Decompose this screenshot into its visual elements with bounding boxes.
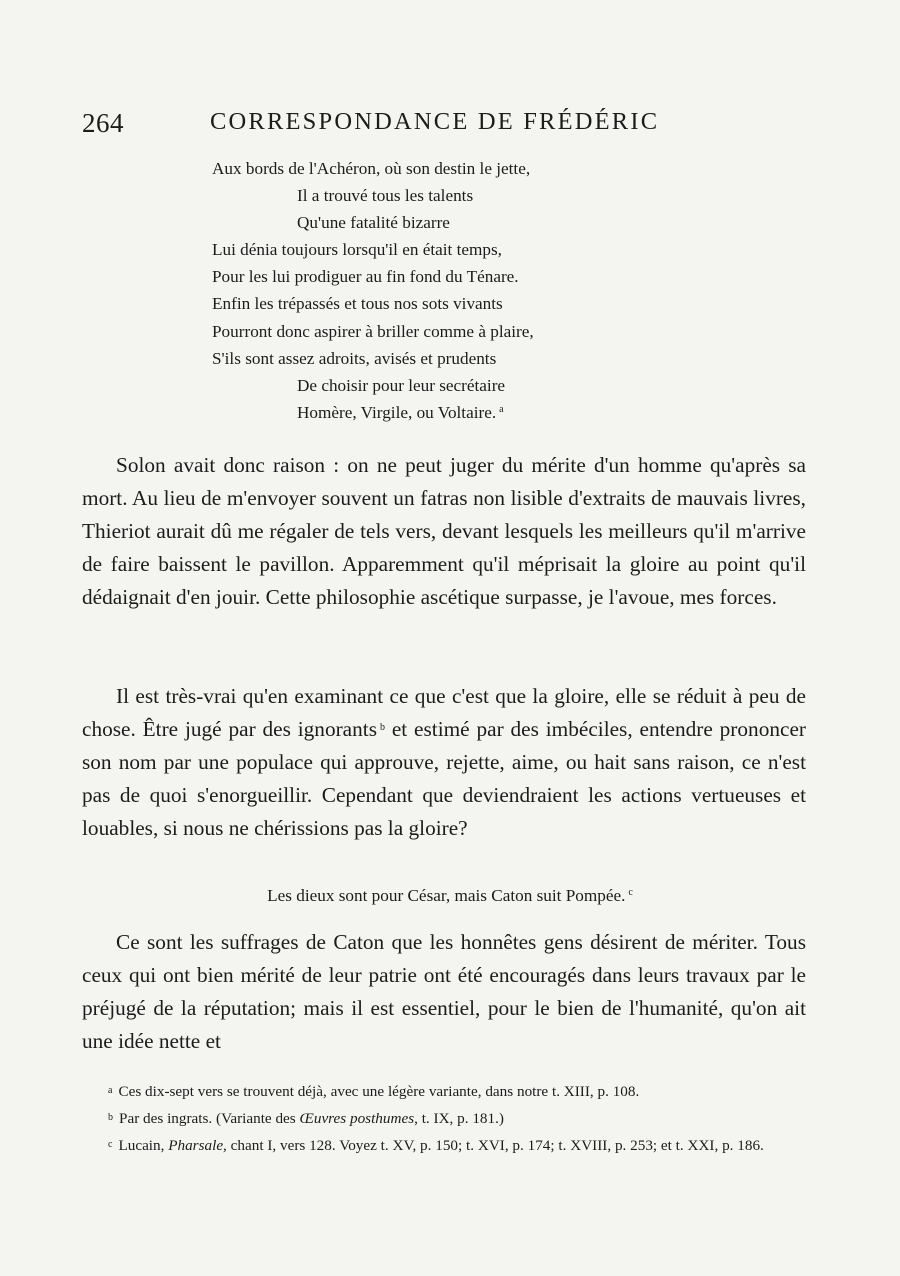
paragraph-text-part: et estimé par des imbéciles, entendre prononcer son nom par une populace qui approuve, rejette, aime, ou hait sans raison, ce n'est pas de quoi s'enorgueillir. Cependant que deviendraient les actions vertueuses et louables, si nous ne chérissions pas la gloire? (82, 717, 806, 840)
footnotes (82, 1078, 806, 1159)
footnote-a (82, 1078, 806, 1105)
footnote-mark: b (108, 1112, 113, 1123)
verse-line-last (212, 399, 534, 426)
block-quote (0, 886, 900, 906)
verse-line: Lui dénia toujours lorsqu'il en était temps, (212, 240, 502, 260)
verse-line-text: Homère, Virgile, ou Voltaire. (297, 402, 497, 422)
footnote-text: Par des ingrats. (Variante des (119, 1110, 300, 1127)
footnote-text: Ces dix-sept vers se trouvent déjà, avec une légère variante, dans notre t. XIII, p. 108. (118, 1083, 640, 1100)
footnote-ref-b: b (380, 722, 385, 733)
footnote-text: Lucain, (118, 1137, 169, 1154)
footnote-ref-a: a (499, 403, 504, 415)
footnote-ref-c: c (628, 887, 633, 898)
paragraph-3 (82, 926, 806, 1058)
verse-line: S'ils sont assez adroits, avisés et prudents (212, 348, 497, 368)
paragraph-2 (82, 680, 806, 845)
page-header (82, 108, 802, 142)
footnote-title: Pharsale, (168, 1137, 227, 1154)
verse-line: Aux bords de l'Achéron, où son destin le jette, (212, 159, 531, 178)
footnote-text: chant I, vers 128. Voyez t. XV, p. 150; t. XVI, p. 174; t. XVIII, p. 253; et t. XXI, p. 186. (226, 1137, 764, 1154)
quote-text: Les dieux sont pour César, mais Caton suit Pompée. (267, 886, 626, 905)
verse-line: Pourront donc aspirer à briller comme à plaire, (212, 321, 534, 341)
paragraph-1 (82, 449, 806, 614)
footnote-b (82, 1105, 806, 1132)
running-title: CORRESPONDANCE DE FRÉDÉRIC (210, 108, 660, 135)
verse-block (212, 155, 534, 426)
footnote-mark: c (108, 1139, 113, 1150)
verse-line: Enfin les trépassés et tous nos sots vivants (212, 294, 503, 314)
verse-line: Il a trouvé tous les talents (297, 186, 474, 206)
paragraph-text (82, 680, 806, 845)
footnote-text: , t. IX, p. 181.) (414, 1110, 504, 1127)
page-number: 264 (82, 108, 124, 138)
verse-line: Qu'une fatalité bizarre (297, 213, 450, 233)
paragraph-text-part: Il est très-vrai qu'en examinant ce que c'est que la gloire, elle se réduit à peu de chose. Être jugé par des ignorants (82, 684, 806, 741)
paragraph-text: Ce sont les suffrages de Caton que les honnêtes gens désirent de mériter. Tous ceux qui ont bien mérité de leur patrie ont été encouragés dans leurs travaux par le préjugé de la réputation; mais il est essentiel, pour le bien de l'humanité, qu'on ait une idée nette et (82, 930, 806, 1053)
paragraph-text: Solon avait donc raison : on ne peut juger du mérite d'un homme qu'après sa mort. Au lieu de m'envoyer souvent un fatras non lisible d'extraits de mauvais livres, Thieriot aurait dû me régaler de tels vers, devant lesquels les meilleurs qu'il m'arrive de faire baissent le pavillon. Apparemment qu'il méprisait la gloire au point qu'il dédaignait d'en jouir. Cette philosophie ascétique surpasse, je l'avoue, mes forces. (82, 453, 806, 609)
footnote-c (82, 1132, 806, 1159)
verse-line: Pour les lui prodiguer au fin fond du Ténare. (212, 267, 519, 287)
footnote-mark: a (108, 1085, 113, 1096)
footnote-title: Œuvres posthumes (299, 1110, 415, 1127)
verse-line: De choisir pour leur secrétaire (297, 375, 506, 395)
